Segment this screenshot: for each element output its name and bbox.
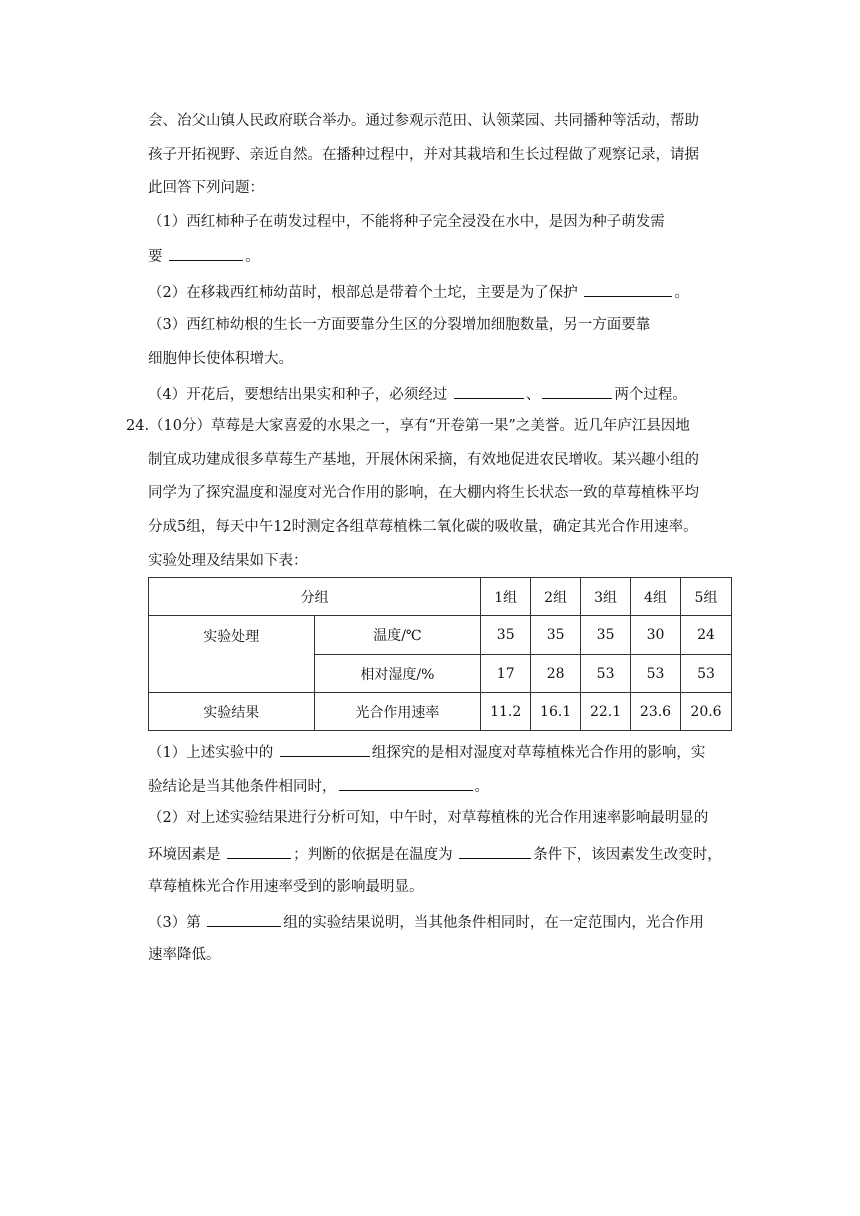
table-cell: 30 xyxy=(631,616,681,655)
table-cell: 35 xyxy=(481,616,531,655)
q23-part4-end: 两个过程。 xyxy=(614,387,687,403)
temperature-label: 温度/℃ xyxy=(314,616,481,655)
q23-part3-line-b: 细胞伸长使体积增大。 xyxy=(148,351,293,367)
q23-part2-end: 。 xyxy=(674,285,689,301)
q23-part4-sep: 、 xyxy=(525,387,541,403)
table-cell: 16.1 xyxy=(531,693,581,731)
header-group-label: 分组 xyxy=(149,578,481,616)
table-cell: 22.1 xyxy=(581,693,631,731)
q24-part2-line-c: 草莓植株光合作用速率受到的影响最明显。 xyxy=(148,879,424,895)
q24-stem-line-3: 同学为了探究温度和湿度对光合作用的影响，在大棚内将生长状态一致的草莓植株平均 xyxy=(148,485,699,501)
q24-part3-text-a: （3）第 xyxy=(148,915,201,931)
q24-stem-line-2: 制宜成功建成很多草莓生产基地，开展休闲采摘，有效地促进农民增收。某兴趣小组的 xyxy=(148,452,699,468)
table-cell: 23.6 xyxy=(631,693,681,731)
q24-stem-line-4: 分成5组，每天中午12时测定各组草莓植株二氧化碳的吸收量，确定其光合作用速率。 xyxy=(148,519,698,535)
header-group-1: 1组 xyxy=(481,578,531,616)
q23-part2-text: （2）在移栽西红柿幼苗时，根部总是带着个土坨，主要是为了保护 xyxy=(148,285,578,301)
header-group-2: 2组 xyxy=(531,578,581,616)
intro-line-1: 会、冶父山镇人民政府联合举办。通过参观示范田、认领菜园、共同播种等活动，帮助 xyxy=(148,113,699,129)
treatment-label: 实验处理 xyxy=(149,616,315,693)
answer-blank-q24-1a[interactable] xyxy=(280,741,370,757)
answer-blank-q24-3[interactable] xyxy=(207,911,281,927)
answer-blank-q23-4a[interactable] xyxy=(454,383,524,399)
table-cell: 53 xyxy=(631,655,681,693)
rate-label: 光合作用速率 xyxy=(314,693,481,731)
q24-stem-line-1: 24.（10分）草莓是大家喜爱的水果之一，享有“开卷第一果”之美誉。近几年庐江县因地 xyxy=(126,418,690,434)
table-cell: 53 xyxy=(680,655,731,693)
q24-part2-text-b: ；判断的依据是在温度为 xyxy=(293,847,453,863)
q23-part1-end: 。 xyxy=(245,249,260,265)
q24-part2-text-c: 条件下，该因素发生改变时， xyxy=(533,847,722,863)
q23-part2-line xyxy=(148,281,689,303)
table-header-row xyxy=(149,578,732,616)
q24-part1-line-b xyxy=(148,775,489,797)
header-group-4: 4组 xyxy=(631,578,681,616)
table-row-rate xyxy=(149,693,732,731)
humidity-label: 相对湿度/% xyxy=(314,655,481,693)
q24-part2-text-a: 环境因素是 xyxy=(148,847,221,863)
table-cell: 28 xyxy=(531,655,581,693)
experiment-table xyxy=(148,577,732,731)
answer-blank-q24-1b[interactable] xyxy=(339,775,473,791)
q24-part1-text-b: 组探究的是相对湿度对草莓植株光合作用的影响，实 xyxy=(371,745,706,761)
q24-part1-end: 。 xyxy=(474,779,489,795)
q23-part1-text: 要 xyxy=(148,249,163,265)
table-cell: 53 xyxy=(581,655,631,693)
q23-part1-line-b xyxy=(148,245,260,267)
table-row-temperature xyxy=(149,616,732,655)
result-label: 实验结果 xyxy=(149,693,315,731)
answer-blank-q23-4b[interactable] xyxy=(542,383,612,399)
intro-line-3: 此回答下列问题： xyxy=(148,180,264,196)
table-cell: 11.2 xyxy=(481,693,531,731)
q23-part1-line-a: （1）西红柿种子在萌发过程中，不能将种子完全浸没在水中，是因为种子萌发需 xyxy=(148,214,665,230)
table-cell: 17 xyxy=(481,655,531,693)
table-cell: 35 xyxy=(531,616,581,655)
header-group-3: 3组 xyxy=(581,578,631,616)
q24-part1-text-a: （1）上述实验中的 xyxy=(148,745,274,761)
header-group-5: 5组 xyxy=(680,578,731,616)
table-cell: 24 xyxy=(680,616,731,655)
q24-part2-line-a: （2）对上述实验结果进行分析可知，中午时，对草莓植株的光合作用速率影响最明显的 xyxy=(148,810,709,826)
q23-part4-text: （4）开花后，要想结出果实和种子，必须经过 xyxy=(148,387,448,403)
q24-part1-line-a xyxy=(148,741,705,763)
q24-stem-line-5: 实验处理及结果如下表： xyxy=(148,553,308,569)
q24-part3-line-b: 速率降低。 xyxy=(148,947,221,963)
q23-part3-line-a: （3）西红柿幼根的生长一方面要靠分生区的分裂增加细胞数量，另一方面要靠 xyxy=(148,317,651,333)
q24-part3-line-a xyxy=(148,911,704,933)
table-cell: 35 xyxy=(581,616,631,655)
answer-blank-q23-1[interactable] xyxy=(169,245,243,261)
q24-part1-text-c: 验结论是当其他条件相同时， xyxy=(148,779,337,795)
q23-part4-line xyxy=(148,383,687,405)
answer-blank-q23-2[interactable] xyxy=(584,281,672,297)
q24-part3-text-b: 组的实验结果说明，当其他条件相同时，在一定范围内，光合作用 xyxy=(283,915,704,931)
q24-part2-line-b xyxy=(148,843,722,865)
table-cell: 20.6 xyxy=(680,693,731,731)
intro-line-2: 孩子开拓视野、亲近自然。在播种过程中，并对其栽培和生长过程做了观察记录，请据 xyxy=(148,147,699,163)
answer-blank-q24-2a[interactable] xyxy=(227,843,291,859)
answer-blank-q24-2b[interactable] xyxy=(459,843,531,859)
